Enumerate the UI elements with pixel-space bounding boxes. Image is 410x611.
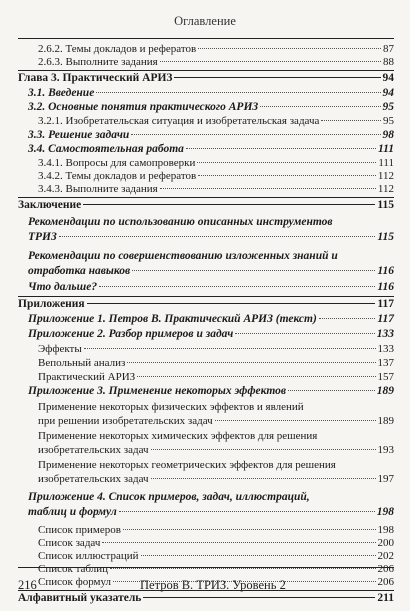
toc-entry[interactable]: Список иллюстраций 202 — [38, 550, 394, 562]
toc-section-entry[interactable]: Приложение 4. Список примеров, задач, иллюстраций, таблиц и формул 198 — [28, 491, 394, 518]
running-footer: Петров В. ТРИЗ. Уровень 2 — [140, 578, 286, 592]
toc-page-number: 206 — [377, 563, 394, 575]
dot-leader — [151, 449, 376, 450]
dot-leader — [197, 162, 376, 163]
toc-page-number: 98 — [382, 129, 394, 141]
toc-section-entry[interactable]: 3.4. Самостоятельная работа 111 — [28, 143, 394, 155]
toc-page-number: 117 — [377, 313, 394, 325]
toc-page-number: 116 — [377, 281, 394, 293]
toc-page-number: 111 — [378, 143, 394, 155]
toc-page-number: 88 — [383, 56, 394, 68]
toc-entry[interactable]: Вепольный анализ 137 — [38, 357, 394, 369]
toc-entry[interactable]: 3.4.1. Вопросы для самопроверки 111 — [38, 157, 394, 169]
dot-leader — [260, 106, 380, 107]
toc-section-entry[interactable]: 3.3. Решение задачи 98 — [28, 129, 394, 141]
dot-leader — [132, 270, 375, 271]
dot-leader — [119, 511, 375, 512]
toc-page-number: 211 — [377, 592, 394, 604]
dot-leader — [131, 134, 380, 135]
toc-page-number: 200 — [377, 537, 394, 549]
header-rule — [18, 38, 394, 39]
toc-page-number: 117 — [377, 298, 394, 310]
toc-page-number: 111 — [378, 157, 394, 169]
dot-leader — [99, 286, 375, 287]
dot-leader — [174, 77, 380, 78]
dot-leader — [319, 318, 376, 319]
toc-page-number: 94 — [382, 72, 394, 84]
toc-page-number: 95 — [383, 115, 394, 127]
toc-page-number: 189 — [377, 415, 394, 427]
toc-page-number: 197 — [377, 473, 394, 485]
toc-chapter-entry[interactable]: Глава 3. Практический АРИЗ 94 — [18, 72, 394, 84]
toc-page-number: 87 — [383, 43, 394, 55]
dot-leader — [151, 478, 376, 479]
dot-leader — [59, 236, 376, 237]
toc-entry[interactable]: Список формул 206 — [38, 576, 394, 588]
toc-page-number: 112 — [377, 183, 394, 195]
dot-leader — [321, 120, 381, 121]
running-header: Оглавление — [174, 14, 236, 28]
toc-entry[interactable]: Практический АРИЗ 157 — [38, 371, 394, 383]
toc-page-number: 137 — [377, 357, 394, 369]
dot-leader — [235, 333, 374, 334]
dot-leader — [186, 148, 376, 149]
dot-leader — [123, 529, 376, 530]
toc-page-number: 198 — [376, 506, 394, 518]
toc-entry[interactable]: Эффекты 133 — [38, 343, 394, 355]
toc-section-entry[interactable]: Приложение 2. Разбор примеров и задач 133 — [28, 328, 394, 340]
dot-leader — [198, 175, 376, 176]
page-number: 216 — [18, 578, 37, 592]
toc-page-number: 202 — [377, 550, 394, 562]
toc-section-entry[interactable]: 3.2. Основные понятия практического АРИЗ 95 — [28, 101, 394, 113]
toc-page-number: 157 — [377, 371, 394, 383]
section-divider — [18, 296, 394, 297]
dot-leader — [96, 92, 380, 93]
dot-leader — [215, 420, 376, 421]
toc-entry[interactable]: Список задач 200 — [38, 537, 394, 549]
dot-leader — [160, 61, 381, 62]
toc-entry[interactable]: Применение некоторых химических эффектов для решения изобретательских задач 193 — [38, 430, 394, 456]
toc-page-number: 115 — [377, 199, 394, 211]
toc-page-number: 189 — [376, 385, 394, 397]
toc-page-number: 206 — [377, 576, 394, 588]
toc-chapter-entry[interactable]: Приложения 117 — [18, 298, 394, 310]
toc-section-entry[interactable]: Что дальше? 116 — [28, 281, 394, 293]
toc-page-number: 193 — [377, 444, 394, 456]
section-divider — [18, 70, 394, 71]
dot-leader — [141, 555, 376, 556]
toc-page-number: 116 — [377, 265, 394, 277]
toc-entry[interactable]: Применение некоторых физических эффектов и явлений при решении изобретательских задач 189 — [38, 401, 394, 427]
toc-section-entry[interactable]: Рекомендации по использованию описанных инструментов ТРИЗ 115 — [28, 216, 394, 243]
dot-leader — [288, 390, 375, 391]
toc-chapter-entry[interactable]: Заключение 115 — [18, 199, 394, 211]
dot-leader — [102, 542, 375, 543]
dot-leader — [198, 48, 381, 49]
toc-entry[interactable]: 3.4.3. Выполните задания 112 — [38, 183, 394, 195]
toc-entry[interactable]: 3.2.1. Изобретательская ситуация и изобретательская задача 95 — [38, 115, 394, 127]
footer-rule — [18, 567, 394, 568]
toc-section-entry[interactable]: Рекомендации по совершенствованию изложенных знаний и отработка навыков 116 — [28, 250, 394, 277]
toc-chapter-entry[interactable]: Алфавитный указатель 211 — [18, 592, 394, 604]
dot-leader — [110, 568, 376, 569]
toc-page-number: 133 — [376, 328, 394, 340]
toc-entry[interactable]: 2.6.2. Темы докладов и рефератов 87 — [38, 43, 394, 55]
toc-entry[interactable]: Список примеров 198 — [38, 524, 394, 536]
dot-leader — [83, 204, 375, 205]
toc-section-entry[interactable]: Приложение 1. Петров В. Практический АРИЗ (текст) 117 — [28, 313, 394, 325]
toc-page-number: 115 — [377, 231, 394, 243]
toc-page-number: 94 — [382, 87, 394, 99]
toc-section-entry[interactable]: 3.1. Введение 94 — [28, 87, 394, 99]
toc-page-number: 95 — [382, 101, 394, 113]
toc-entry[interactable]: Применение некоторых геометрических эффектов для решения изобретательских задач 197 — [38, 459, 394, 485]
dot-leader — [84, 348, 376, 349]
dot-leader — [127, 362, 375, 363]
toc-page-number: 112 — [377, 170, 394, 182]
toc-entry[interactable]: Список таблиц 206 — [38, 563, 394, 575]
toc-page-number: 133 — [377, 343, 394, 355]
dot-leader — [143, 597, 375, 598]
toc-entry[interactable]: 3.4.2. Темы докладов и рефератов 112 — [38, 170, 394, 182]
toc-page-number: 198 — [377, 524, 394, 536]
dot-leader — [160, 188, 376, 189]
dot-leader — [137, 376, 375, 377]
dot-leader — [87, 303, 376, 304]
toc-section-entry[interactable]: Приложение 3. Применение некоторых эффектов 189 — [28, 385, 394, 397]
section-divider — [18, 197, 394, 198]
toc-entry[interactable]: 2.6.3. Выполните задания 88 — [38, 56, 394, 68]
